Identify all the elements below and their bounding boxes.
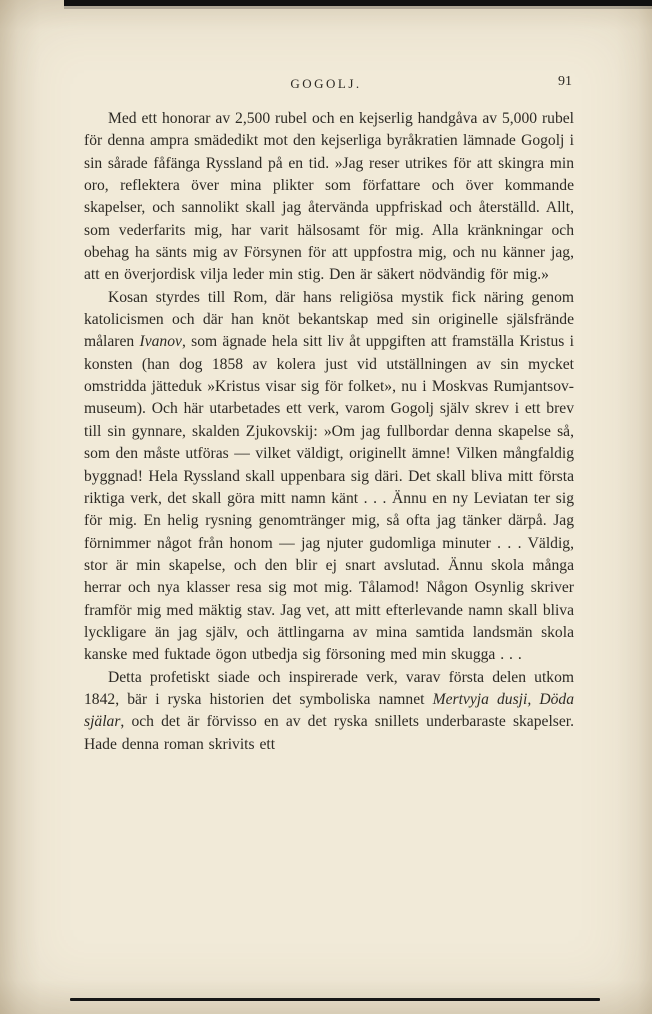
text-run: Med ett honorar av 2,500 rubel och en kejserlig handgåva av 5,000 rubel för denna ampra smädedikt mot den kejserliga byråkratien lämnade Gogolj i sin sårade fåfänga Ryssland på en tid. »Jag reser utrikes för att skingra min oro, reflektera över mina plikter som författare och över kommande skapelser, och sannolikt skall jag återvända uppfriskad och återställd. Allt, som vederfarits mig, har varit hälsosamt för mig. Alla kränkningar och obehag ha sänts mig av Försynen för att uppfostra mig, och nu känner jag, att en överjordisk vilja leder min stig. Den är säkert nödvändig för mig.» bbox=[84, 110, 574, 284]
scan-artifact-bottom bbox=[70, 998, 600, 1001]
paragraph bbox=[84, 667, 574, 756]
paragraph bbox=[84, 287, 574, 667]
running-header: GOGOLJ. bbox=[290, 76, 362, 91]
italic-text-run: Mertvyja dusji, Döda själar bbox=[84, 690, 574, 731]
text-run: Kosan styrdes till Rom, där hans religiösa mystik fick näring genom katolicismen och där han knöt bekantskap med sin originelle själsfrände målaren bbox=[84, 288, 574, 351]
paragraph bbox=[84, 108, 574, 287]
page-number: 91 bbox=[558, 74, 572, 89]
text-run: , som ägnade hela sitt liv åt uppgiften att framställa Kristus i konsten (han dog 1858 av kolera just vid utställningen av sin mycket omstridda jätteduk »Kristus visar sig för folket», nu i Moskvas Rumjantsov-museum). Och här utarbetades ett verk, varom Gogolj själv skrev i ett brev till sin gynnare, skalden Zjukovskij: »Om jag fullbordar denna skapelse så, som den måste utföras — vilket väldigt, originellt ämne! Vilken mångfaldig byggnad! Hela Ryssland skall uppenbara sig däri. Det skall bliva mitt första riktiga verk, det skall göra mitt namn känt . . . Ännu en ny Leviatan ter sig för mig. En helig rysning genomtränger mig, så ofta jag tänker därpå. Jag förnimmer något från honom — jag njuter gudomliga minuter . . . Väldig, stor är min skapelse, och den blir ej snart avslutad. Ännu skola många herrar och nya klasser resa sig mot mig. Tålamod! Någon Osynlig skriver framför mig med mäktig stav. Jag vet, att mitt efterlevande namn skall bliva lyckligare än jag själv, och ättlingarna av mina samtida landsmän skola kanske med fuktade ögon utbedja sig försoning med min skugga . . . bbox=[84, 333, 574, 664]
text-run: Detta profetiskt siade och inspirerade verk, varav första delen utkom 1842, bär i ryska historien det symboliska namnet bbox=[84, 668, 574, 708]
text-run: , och det är förvisso en av det ryska snillets underbaraste skapelser. Hade denna roman skrivits ett bbox=[84, 713, 574, 753]
page-header bbox=[0, 0, 652, 102]
page-text bbox=[0, 102, 652, 756]
italic-text-run: Ivanov bbox=[139, 333, 182, 351]
